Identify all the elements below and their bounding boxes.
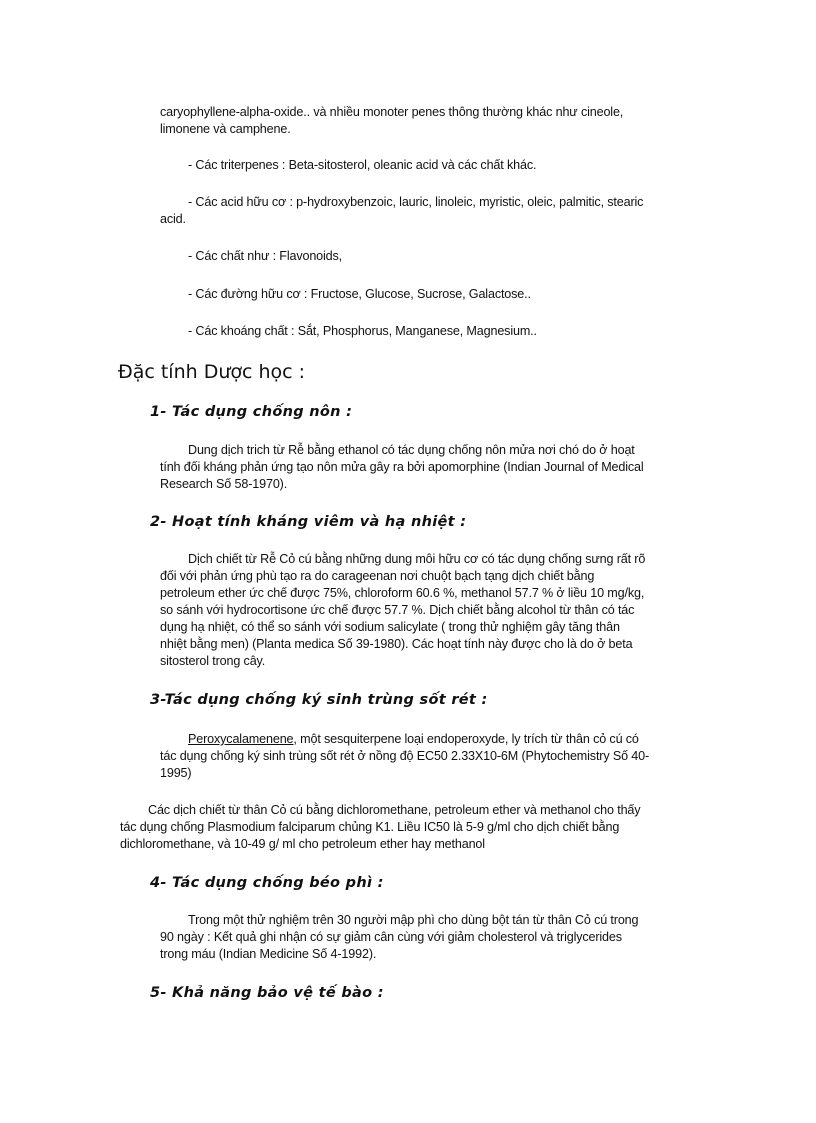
- section-1-line: Dung dịch trich từ Rễ bằng ethanol có tác dụng chống nôn mửa nơi chó do ở hoạt: [188, 443, 635, 457]
- section-heading-cytoprotective: 5- Khả năng bảo vệ tế bào :: [150, 985, 384, 1001]
- compound-name: Peroxycalamenene: [188, 732, 294, 746]
- section-4-line: Trong một thử nghiệm trên 30 người mập phì cho dùng bột tán từ thân Cỏ cú trong: [188, 913, 639, 927]
- section-2-line: đối với phản ứng phù tạo ra do carageenan nơi chuột bạch tạng dịch chiết bằng: [160, 569, 595, 583]
- section-3-line: 1995): [160, 766, 192, 780]
- section-heading-anti-obesity: 4- Tác dụng chống béo phì :: [150, 875, 384, 891]
- section-3-extra-line: dichloromethane, và 10-49 g/ ml cho petroleum ether hay methanol: [120, 837, 485, 851]
- section-2-line: dụng hạ nhiệt, có thể so sánh với sodium salicylate ( trong thử nghiệm gây tăng thân: [160, 620, 620, 634]
- section-heading-antiemetic: 1- Tác dụng chống nôn :: [150, 404, 353, 420]
- section-3-line: tác dụng chống ký sinh trùng sốt rét ở nồng độ EC50 2.33X10-6M (Phytochemistry Số 40-: [160, 749, 650, 763]
- section-3-extra-line: Các dịch chiết từ thân Cỏ cú bằng dichloromethane, petroleum ether và methanol cho thấy: [148, 803, 641, 817]
- list-item-organic-acids-cont: acid.: [160, 212, 186, 226]
- section-2-line: so sánh với hydrocortisone ức chế được 57.7 %. Dịch chiết bằng alcohol từ thân có tác: [160, 603, 635, 617]
- list-item-triterpenes: - Các triterpenes : Beta-sitosterol, oleanic acid và các chất khác.: [188, 158, 537, 172]
- main-heading: Đặc tính Dược học :: [118, 361, 306, 383]
- list-item-minerals: - Các khoáng chất : Sắt, Phosphorus, Manganese, Magnesium..: [188, 324, 537, 338]
- intro-line: limonene và camphene.: [160, 122, 291, 136]
- list-item-organic-acids: - Các acid hữu cơ : p-hydroxybenzoic, lauric, linoleic, myristic, oleic, palmitic, stearic: [188, 195, 644, 209]
- section-4-line: 90 ngày : Kết quả ghi nhận có sự giảm cân cùng với giảm cholesterol và triglycerides: [160, 930, 622, 944]
- intro-line: caryophyllene-alpha-oxide.. và nhiều monoter penes thông thường khác như cineole,: [160, 105, 624, 119]
- section-1-line: Research Số 58-1970).: [160, 477, 288, 491]
- section-3-line: [188, 731, 639, 747]
- section-1-line: tính đối kháng phản ứng tạo nôn mửa gây ra bởi apomorphine (Indian Journal of Medical: [160, 460, 644, 474]
- section-4-line: trong máu (Indian Medicine Số 4-1992).: [160, 947, 377, 961]
- section-2-line: petroleum ether ức chế được 75%, chloroform 60.6 %, methanol 57.7 % ở liều 10 mg/kg,: [160, 586, 645, 600]
- section-2-line: nhiệt bằng men) (Planta medica Số 39-1980). Các hoạt tính này được cho là do ở beta: [160, 637, 633, 651]
- section-2-line: sitosterol trong cây.: [160, 654, 266, 668]
- section-3-line-rest: , một sesquiterpene loại endoperoxyde, ly trích từ thân cỏ cú có: [293, 732, 639, 746]
- list-item-sugars: - Các đường hữu cơ : Fructose, Glucose, Sucrose, Galactose..: [188, 287, 531, 301]
- section-heading-anti-inflammatory: 2- Hoạt tính kháng viêm và hạ nhiệt :: [150, 514, 467, 530]
- section-2-line: Dịch chiết từ Rễ Cỏ cú bằng những dung môi hữu cơ có tác dụng chống sưng rất rõ: [188, 552, 646, 566]
- section-heading-antimalarial: 3-Tác dụng chống ký sinh trùng sốt rét :: [150, 692, 488, 708]
- section-3-extra-line: tác dụng chống Plasmodium falciparum chủng K1. Liều IC50 là 5-9 g/ml cho dịch chiết bằng: [120, 820, 620, 834]
- list-item-flavonoids: - Các chất như : Flavonoids,: [188, 249, 343, 263]
